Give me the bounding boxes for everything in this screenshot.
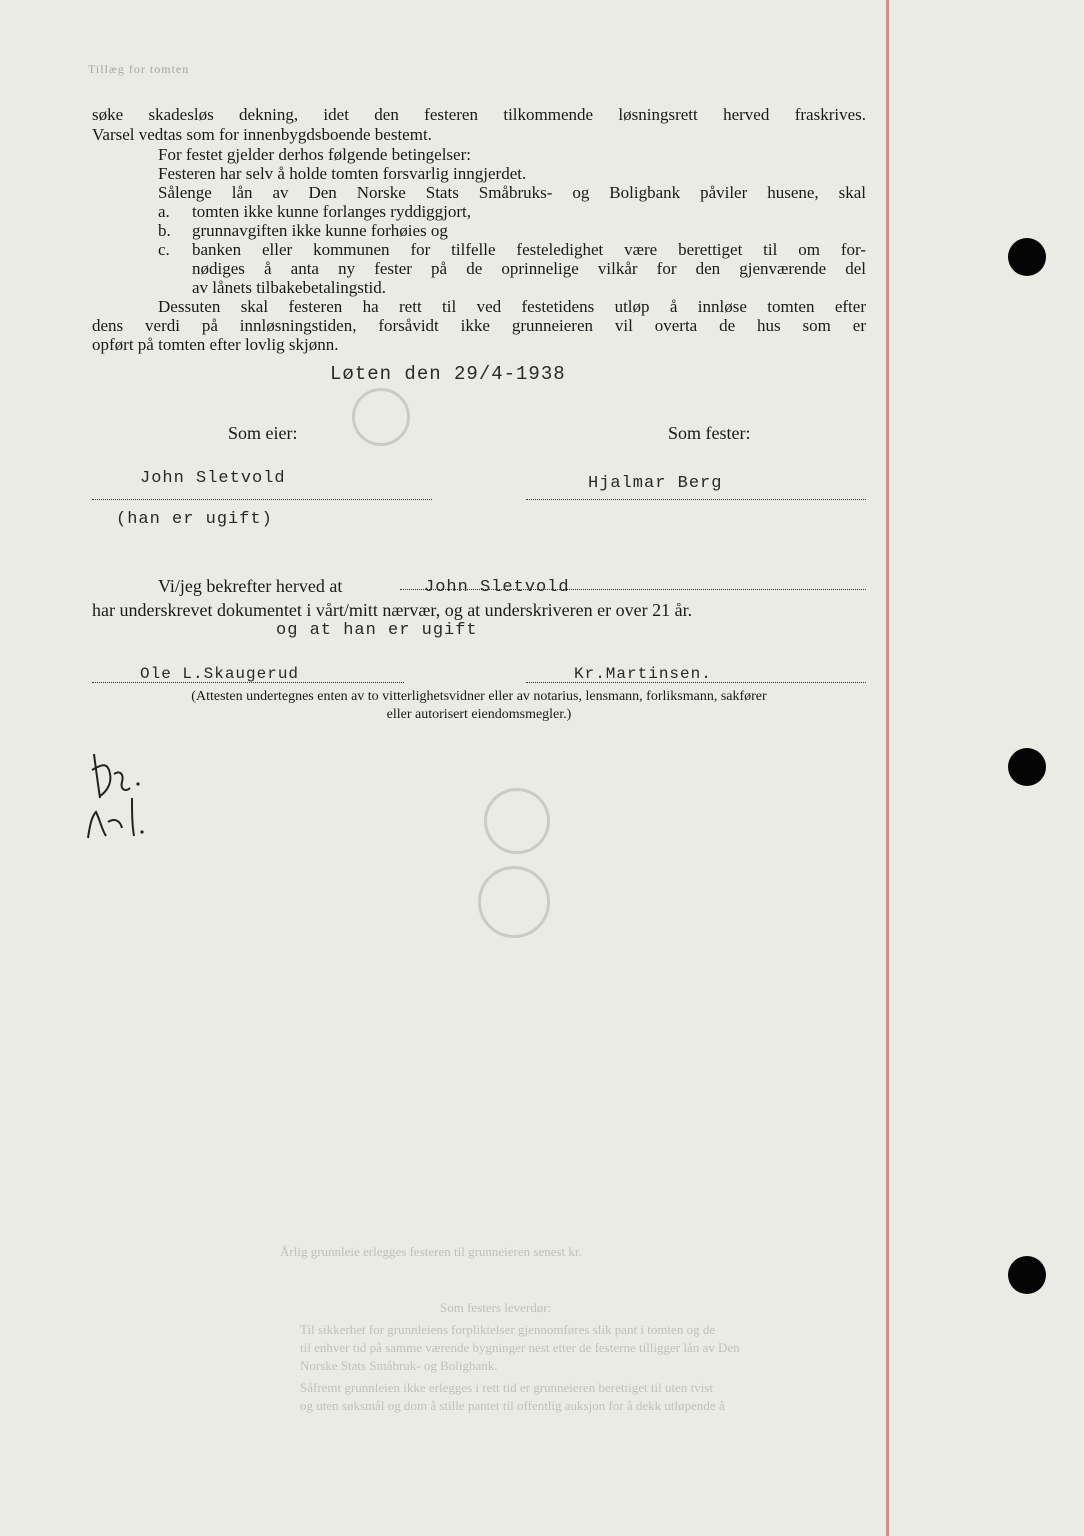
attestation-statement: har underskrevet dokumentet i vårt/mitt nærvær, og at underskriveren er over 21 år.	[92, 600, 693, 620]
stamp-trace	[484, 788, 550, 854]
attestation-addition: og at han er ugift	[276, 621, 478, 640]
item-letter: b.	[158, 221, 171, 240]
owner-label: Som eier:	[228, 423, 298, 443]
place-date: Løten den 29/4-1938	[330, 363, 566, 385]
margin-rule	[886, 0, 889, 1536]
witness-2-line	[526, 682, 866, 683]
bleed-through-line: Såfremt grunnleien ikke erlegges i rett tid er grunneieren berettiget til uten tvist	[300, 1380, 713, 1395]
bleed-through-line: Til sikkerhet for grunnleiens forpliktelser gjennomføres slik pant i tomten og de	[300, 1322, 716, 1337]
bleed-through-line: Årlig grunnleie erlegges festeren til grunneieren senest kr.	[280, 1244, 582, 1259]
attestation-prefix: Vi/jeg bekrefter herved at	[158, 576, 343, 596]
lessee-label: Som fester:	[668, 423, 751, 443]
item-text: tomten ikke kunne forlanges ryddiggjort,	[192, 202, 472, 221]
conditions-intro: For festet gjelder derhos følgende betingelser:	[158, 145, 471, 164]
bleed-through-line: til enhver tid på samme værende bygninger nest etter de festerne tilligger lån av Den	[300, 1340, 740, 1355]
body-line: Dessuten skal festeren ha rett til ved festetidens utløp å innløse tomten efter	[158, 297, 866, 316]
stamp-trace	[478, 866, 550, 938]
handwritten-initials	[80, 740, 170, 850]
punch-hole-top	[1008, 238, 1046, 276]
witness-1-line	[92, 682, 404, 683]
bleed-through-line: Som festers leverdør:	[440, 1300, 552, 1315]
body-line: søke skadesløs dekning, idet den festeren tilkommende løsningsrett herved fraskrives.	[92, 105, 866, 124]
attestation-signer: John Sletvold	[424, 578, 570, 597]
lessee-signature-line	[526, 499, 866, 500]
bleed-through-line: Norske Stats Småbruk- og Boligbank.	[300, 1358, 498, 1373]
body-line: opført på tomten efter lovlig skjønn.	[92, 335, 339, 354]
owner-name: John Sletvold	[140, 469, 286, 488]
witness-1: Ole L.Skaugerud	[140, 665, 300, 683]
condition-bank-loan: Sålenge lån av Den Norske Stats Småbruks- og Boligbank påviler husene, skal	[158, 183, 866, 202]
attestation-note: (Attesten undertegnes enten av to vitterlighetsvidner eller av notarius, lensmann, forliksmann, sakfører	[191, 689, 767, 704]
bleed-through-line: og uten søksmål og dom å stille pantet til offentlig auksjon for å dekk utløpende å	[300, 1398, 725, 1413]
item-letter: a.	[158, 202, 170, 221]
owner-note: (han er ugift)	[116, 510, 273, 529]
item-letter: c.	[158, 240, 170, 259]
item-text: banken eller kommunen for tilfelle festeledighet være berettiget til om for-	[192, 240, 866, 259]
condition-fencing: Festeren har selv å holde tomten forsvarlig inngjerdet.	[158, 164, 527, 183]
item-text: grunnavgiften ikke kunne forhøies og	[192, 221, 448, 240]
body-line: Varsel vedtas som for innenbygdsboende bestemt.	[92, 125, 432, 144]
attestation-note: eller autorisert eiendomsmegler.)	[386, 707, 572, 722]
page-header: Tillæg for tomten	[88, 62, 190, 76]
attestation-name-line	[400, 589, 866, 590]
stamp-trace	[352, 388, 410, 446]
item-text: nødiges å anta ny fester på de oprinnelige vilkår for den gjenværende del	[192, 259, 866, 278]
lessee-name: Hjalmar Berg	[588, 474, 723, 493]
punch-hole-bottom	[1008, 1256, 1046, 1294]
witness-2: Kr.Martinsen.	[574, 665, 712, 683]
item-text: av lånets tilbakebetalingstid.	[192, 278, 387, 297]
owner-signature-line	[92, 499, 432, 500]
body-line: dens verdi på innløsningstiden, forsåvidt ikke grunneieren vil overta de hus som er	[92, 316, 866, 335]
punch-hole-middle	[1008, 748, 1046, 786]
